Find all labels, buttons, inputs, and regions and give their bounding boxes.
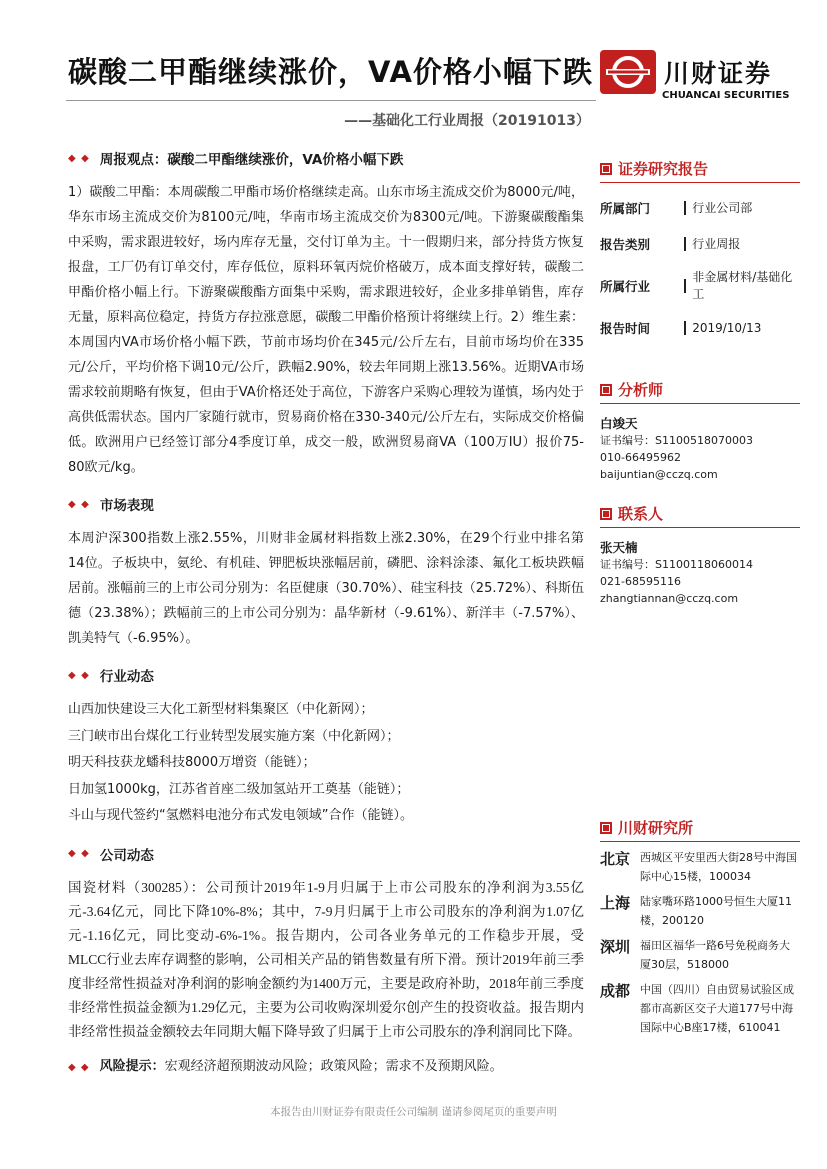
diamond-bullet-icon: ◆ ◆	[68, 498, 90, 510]
square-icon	[600, 822, 612, 834]
contact-cert: 证书编号：S1100118060014	[600, 558, 753, 571]
title-divider	[66, 100, 596, 101]
contact-phone: 021-68595116	[600, 575, 681, 588]
logo-english-name: CHUANCAI SECURITIES	[662, 90, 790, 101]
market-paragraph: 本周沪深300指数上涨2.55%，川财非金属材料指数上涨2.30%，在29个行业中排名第14位。子板块中，氨纶、有机硅、钾肥板块涨幅居前，磷肥、涂料涂漆、氟化工板块跌幅居前。涨幅前三的上市公司分别为：名臣健康（30.70%）、硅宝科技（25.72%）、科斯伍德（23.38%）；跌幅前三的上市公司分别为：晶华新材（-9.61%）、新洋丰（-7.57%）、凯美特气（-6.95%）。	[68, 531, 584, 646]
market-heading: 市场表现	[99, 498, 154, 514]
summary-heading: 周报观点：碳酸二甲酯继续涨价，VA价格小幅下跌	[99, 152, 404, 168]
office-beijing: 北京 西城区平安里西大街28号中海国际中心15楼，100034	[600, 850, 797, 883]
industry-news-item: 明天科技获龙蟠科技8000万增资（能链）；	[68, 755, 316, 770]
industry-news-item: 三门峡市出台煤化工行业转型发展实施方案（中化新网）；	[68, 728, 400, 744]
institute-head: 川财研究所	[600, 817, 800, 842]
diamond-bullet-icon: ◆ ◆	[68, 152, 90, 164]
analyst-head: 分析师	[600, 379, 800, 404]
square-icon	[600, 508, 612, 520]
square-icon	[600, 163, 612, 175]
section-industry-head	[68, 665, 584, 685]
chuancai-logo-icon	[600, 50, 656, 94]
summary-paragraph: 1）碳酸二甲酯：本周碳酸二甲酯市场价格继续走高。山东市场主流成交价为8000元/吨，华东市场主流成交价为8100元/吨，华南市场主流成交价为8300元/吨。下游聚碳酸酯集中采购，需求跟进较好，场内库存无量，交付订单为主。十一假期归来，部分持货方恢复报盘，工厂仍有订单交付，库存低位，原料环氧丙烷价格破万，成本面支撑好转，碳酸二甲酯价格小幅上行。下游聚碳酸酯方面集中采购，需求跟进较好，企业多排单销售，库存无量，原料高位稳定，持货方存拉涨意愿，碳酸二甲酯价格预计将继续上行。2）维生素：本周国内VA市场价格小幅下跌，节前市场均价在345元/公斤左右，目前市场均价在335元/公斤，平均价格下调10元/公斤，跌幅2.90%，较去年同期上涨13.56%。近期VA市场需求较前期略有恢复，但由于VA价格还处于高位，下游客户采购心理较为谨慎，场内处于高供低需状态。国内厂家随行就市，贸易商价格在330-340元/公斤左右，实际成交价格偏低。欧洲用户已经签订部分4季度订单，成交一般，欧洲贸易商VA（100万IU）报价75-80欧元/kg。	[68, 185, 584, 475]
section-market-head	[68, 494, 584, 514]
office-shenzhen: 深圳 福田区福华一路6号免税商务大厦30层，518000	[600, 938, 790, 971]
risk-warning	[68, 1056, 584, 1079]
contact-email[interactable]: zhangtiannan@cczq.com	[600, 592, 739, 605]
analyst-phone: 010-66495962	[600, 451, 681, 464]
analyst-name: 白竣天	[600, 416, 638, 431]
page-footer: 本报告由川财证券有限责任公司编制 谨请参阅尾页的重要声明	[270, 1106, 557, 1118]
diamond-bullet-icon: ◆ ◆	[68, 1061, 90, 1073]
analyst-cert: 证书编号：S1100518070003	[600, 434, 753, 447]
office-chengdu: 成都 中国（四川）自由贸易试验区成都市高新区交子大道177号中海国际中心B座17楼，610041	[600, 982, 794, 1034]
diamond-bullet-icon: ◆ ◆	[68, 848, 90, 859]
sidebar	[600, 158, 800, 1037]
diamond-bullet-icon: ◆ ◆	[68, 669, 90, 681]
industry-news-item: 斗山与现代签约“氢燃料电池分布式发电领域”合作（能链）。	[68, 808, 413, 823]
office-shanghai: 上海 陆家嘴环路1000号恒生大厦11楼，200120	[600, 894, 792, 927]
report-title: 碳酸二甲酯继续涨价，VA价格小幅下跌	[68, 55, 593, 89]
risk-label: 风险提示：	[99, 1058, 165, 1074]
square-icon	[600, 384, 612, 396]
industry-heading: 行业动态	[99, 669, 154, 685]
info-row-department: 所属部门 行业公司部	[600, 200, 753, 216]
company-heading: 公司动态	[99, 847, 154, 864]
industry-news-item: 日加氢1000kg，江苏省首座二级加氢站开工奠基（能链）；	[68, 781, 410, 797]
contact-name: 张天楠	[600, 540, 638, 555]
logo-chinese-name: 川财证券	[664, 59, 773, 88]
main-column	[68, 148, 584, 1079]
report-info-head: 证券研究报告	[600, 158, 800, 183]
industry-news-item: 山西加快建设三大化工新型材料集聚区（中化新网）；	[68, 702, 374, 717]
report-subtitle: ——基础化工行业周报（20191013）	[344, 113, 590, 129]
info-row-industry: 所属行业 非金属材料/基础化工	[600, 270, 793, 301]
risk-text: 宏观经济超预期波动风险；政策风险；需求不及预期风险。	[164, 1058, 503, 1074]
section-company-head	[68, 844, 584, 864]
info-row-date: 报告时间 2019/10/13	[600, 320, 762, 336]
contact-head: 联系人	[600, 503, 800, 528]
info-row-category: 报告类别 行业周报	[600, 236, 741, 252]
section-summary-head	[68, 148, 584, 168]
analyst-email[interactable]: baijuntian@cczq.com	[600, 468, 718, 481]
company-paragraph: 国瓷材料（300285）：公司预计2019年1-9月归属于上市公司股东的净利润为3.55亿元-3.64亿元，同比下降10%-8%；其中，7-9月归属于上市公司股东的净利润为1.07亿元-1.16亿元，同比变动-6%-1%。报告期内，公司各业务单元的工作稳步开展，受MLCC行业去库存调整的影响，公司相关产品的销售数量有所下滑。预计2019年前三季度非经常性损益对净利润的影响金额约为1400万元，主要是政府补助，2018年前三季度非经常性损益金额为1.29亿元，主要为公司收购深圳爱尔创产生的投资收益。报告期内非经常性损益金额较去年同期大幅下降导致了归属于上市公司股东的净利润同比下降。	[68, 879, 584, 1039]
